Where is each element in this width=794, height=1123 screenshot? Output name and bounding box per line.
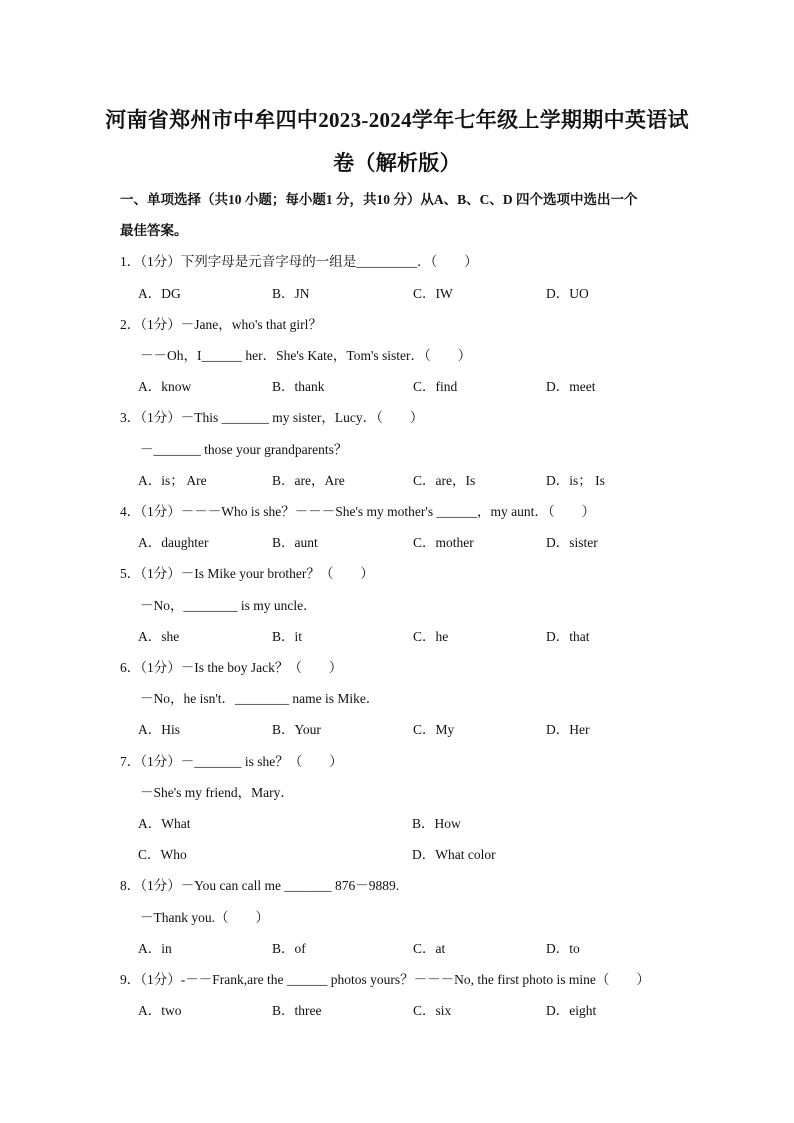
question-3-option-d: D．is； Is <box>546 473 605 488</box>
question-2-option-c: C．find <box>413 379 458 394</box>
question-4-option-c: C．mother <box>413 535 474 550</box>
question-5-option-c: C．he <box>413 629 449 644</box>
question-1-option-a: A．DG <box>138 286 181 301</box>
question-1-option-d: D．UO <box>546 286 589 301</box>
question-9-option-d: D．eight <box>546 1003 597 1018</box>
question-2-option-d: D．meet <box>546 379 596 394</box>
question-1-option-c: C．IW <box>413 286 453 301</box>
question-2-dialogue: －－Oh，I______ her．She's Kate，Tom's sister．（ ） <box>140 348 472 363</box>
question-4-option-d: D．sister <box>546 535 598 550</box>
question-3-option-c: C．are，Is <box>413 473 476 488</box>
question-5-option-a: A．she <box>138 629 180 644</box>
question-8-stem: 8．（1分）－You can call me _______ 876－9889. <box>120 878 400 893</box>
page-title: 河南省郑州市中牟四中2023-2024学年七年级上学期期中英语试 <box>105 108 689 132</box>
section-instruction: 一、单项选择（共10 小题；每小题1 分，共10 分）从A、B、C、D 四个选项中选出一个 <box>120 192 638 207</box>
question-6-option-d: D．Her <box>546 722 590 737</box>
question-8-option-d: D．to <box>546 941 580 956</box>
question-8-dialogue: －Thank you.（ ） <box>140 910 269 925</box>
question-3-stem: 3．（1分）－This _______ my sister，Lucy．（ ） <box>120 410 424 425</box>
question-5-dialogue: －No，________ is my uncle． <box>140 598 317 613</box>
question-5-option-b: B．it <box>272 629 303 644</box>
question-8-option-b: B．of <box>272 941 306 956</box>
question-2-option-a: A．know <box>138 379 192 394</box>
question-1-stem: 1．（1分）下列字母是元音字母的一组是_________．（ ） <box>120 254 478 269</box>
question-3-option-b: B．are，Are <box>272 473 345 488</box>
section-instruction-continued: 最佳答案。 <box>120 223 188 238</box>
question-9-stem: 9．（1分）-－－Frank,are the ______ photos yours？－－－No, the first photo is mine（ ） <box>120 972 650 987</box>
question-5-stem: 5．（1分）－Is Mike your brother？（ ） <box>120 566 374 581</box>
question-7-option-a: A．What <box>138 816 191 831</box>
question-6-option-b: B．Your <box>272 722 321 737</box>
question-7-option-c: C．Who <box>138 847 187 862</box>
question-4-stem: 4．（1分）－－－Who is she？－－－She's my mother's ______，my aunt．（ ） <box>120 504 596 519</box>
question-4-option-b: B．aunt <box>272 535 318 550</box>
question-6-option-c: C．My <box>413 722 455 737</box>
question-7-option-d: D．What color <box>412 847 496 862</box>
question-6-dialogue: －No，he isn't．________ name is Mike． <box>140 691 380 706</box>
question-9-option-b: B．three <box>272 1003 322 1018</box>
question-3-option-a: A．is； Are <box>138 473 207 488</box>
question-7-stem: 7．（1分）－_______ is she？（ ） <box>120 754 343 769</box>
question-9-option-a: A．two <box>138 1003 182 1018</box>
question-6-option-a: A．His <box>138 722 181 737</box>
question-1-option-b: B．JN <box>272 286 310 301</box>
question-4-option-a: A．daughter <box>138 535 209 550</box>
question-2-stem: 2．（1分）－Jane，who's that girl？ <box>120 317 322 332</box>
question-8-option-a: A．in <box>138 941 172 956</box>
question-2-option-b: B．thank <box>272 379 325 394</box>
page-title-continued: 卷（解析版） <box>333 151 461 175</box>
question-6-stem: 6．（1分）－Is the boy Jack？（ ） <box>120 660 343 675</box>
question-3-dialogue: －_______ those your grandparents？ <box>140 442 348 457</box>
question-8-option-c: C．at <box>413 941 446 956</box>
question-7-dialogue: －She's my friend，Mary． <box>140 785 294 800</box>
question-7-option-b: B．How <box>412 816 461 831</box>
question-5-option-d: D．that <box>546 629 590 644</box>
question-9-option-c: C．six <box>413 1003 452 1018</box>
